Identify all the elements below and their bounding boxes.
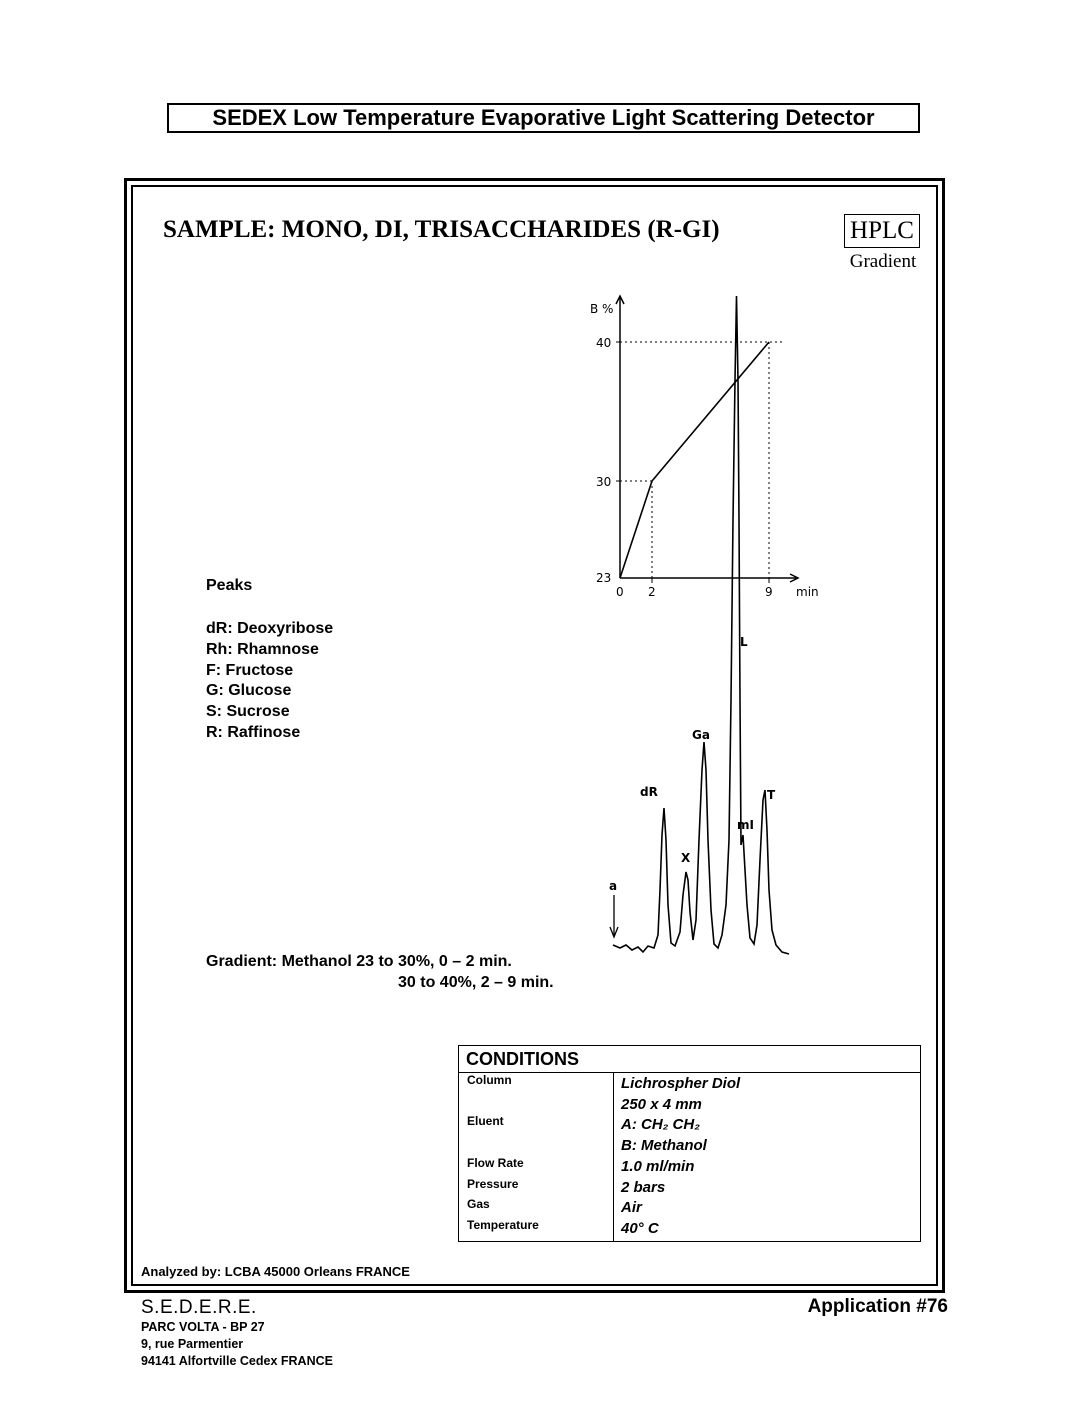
gradient-profile-chart <box>616 296 798 583</box>
y-tick-label: 30 <box>596 475 612 489</box>
sample-title: SAMPLE: MONO, DI, TRISACCHARIDES (R-GI) <box>163 216 720 243</box>
peak-label-L: L <box>740 635 748 649</box>
address-line: 94141 Alfortville Cedex FRANCE <box>141 1354 333 1368</box>
conditions-row <box>459 1135 920 1156</box>
condition-value: Air <box>621 1199 642 1217</box>
address-line: 9, rue Parmentier <box>141 1337 244 1351</box>
conditions-row <box>459 1073 920 1094</box>
conditions-row <box>459 1218 920 1239</box>
peaks-heading: Peaks <box>206 577 253 594</box>
condition-label: Column <box>467 1073 512 1087</box>
peak-label-X: X <box>681 851 691 865</box>
peak-legend-item: F: Fructose <box>206 661 294 679</box>
condition-label: Flow Rate <box>467 1155 524 1170</box>
condition-value: 1.0 ml/min <box>621 1157 695 1175</box>
peak-label-Ga: Ga <box>692 728 710 742</box>
peak-legend-item: S: Sucrose <box>206 703 290 721</box>
conditions-table <box>458 1045 921 1242</box>
peak-label-dR: dR <box>640 785 658 799</box>
company-name: S.E.D.E.R.E. <box>141 1297 257 1318</box>
peak-label-mI: mI <box>737 818 754 832</box>
application-number: Application #76 <box>807 1296 948 1317</box>
condition-value: A: CH₂ CH₂ <box>621 1116 700 1134</box>
chromatogram-trace <box>613 296 789 954</box>
conditions-row <box>459 1156 920 1177</box>
document-title: SEDEX Low Temperature Evaporative Light Scattering Detector <box>167 103 920 133</box>
x-axis-label: min <box>796 585 819 599</box>
analyzed-by: Analyzed by: LCBA 45000 Orleans FRANCE <box>141 1264 410 1279</box>
peak-label-T: T <box>767 788 776 802</box>
conditions-heading: CONDITIONS <box>459 1046 920 1073</box>
injection-label: a <box>609 879 618 893</box>
y-tick-label: 23 <box>596 571 612 585</box>
condition-label: Eluent <box>467 1114 504 1129</box>
conditions-row <box>459 1177 920 1198</box>
conditions-row <box>459 1197 920 1218</box>
condition-value: 2 bars <box>621 1178 666 1196</box>
gradient-note-line1: Gradient: Methanol 23 to 30%, 0 – 2 min. <box>206 953 512 970</box>
address-line: PARC VOLTA - BP 27 <box>141 1320 265 1334</box>
conditions-row <box>459 1114 920 1135</box>
method-mode-label: Gradient <box>849 251 917 272</box>
condition-label: Gas <box>467 1197 490 1212</box>
condition-label: Temperature <box>467 1217 539 1232</box>
x-tick-label: 2 <box>648 585 656 599</box>
peak-legend-item: R: Raffinose <box>206 723 301 741</box>
peak-legend-item: dR: Deoxyribose <box>206 620 334 637</box>
condition-label: Pressure <box>467 1176 519 1191</box>
peak-legend-item: G: Glucose <box>206 682 292 700</box>
peak-legend-item: Rh: Rhamnose <box>206 640 319 658</box>
condition-value: Lichrospher Diol <box>621 1075 741 1092</box>
x-tick-label: 0 <box>616 585 624 599</box>
x-tick-label: 9 <box>765 585 773 599</box>
y-axis-label: B % <box>590 302 614 316</box>
method-badge: HPLC <box>844 214 920 248</box>
condition-value: 250 x 4 mm <box>621 1095 702 1113</box>
conditions-row <box>459 1094 920 1115</box>
gradient-line <box>620 342 769 578</box>
condition-value: B: Methanol <box>621 1137 707 1155</box>
condition-value: 40° C <box>621 1219 659 1237</box>
gradient-note-line2: 30 to 40%, 2 – 9 min. <box>398 974 554 991</box>
y-tick-label: 40 <box>596 336 612 350</box>
